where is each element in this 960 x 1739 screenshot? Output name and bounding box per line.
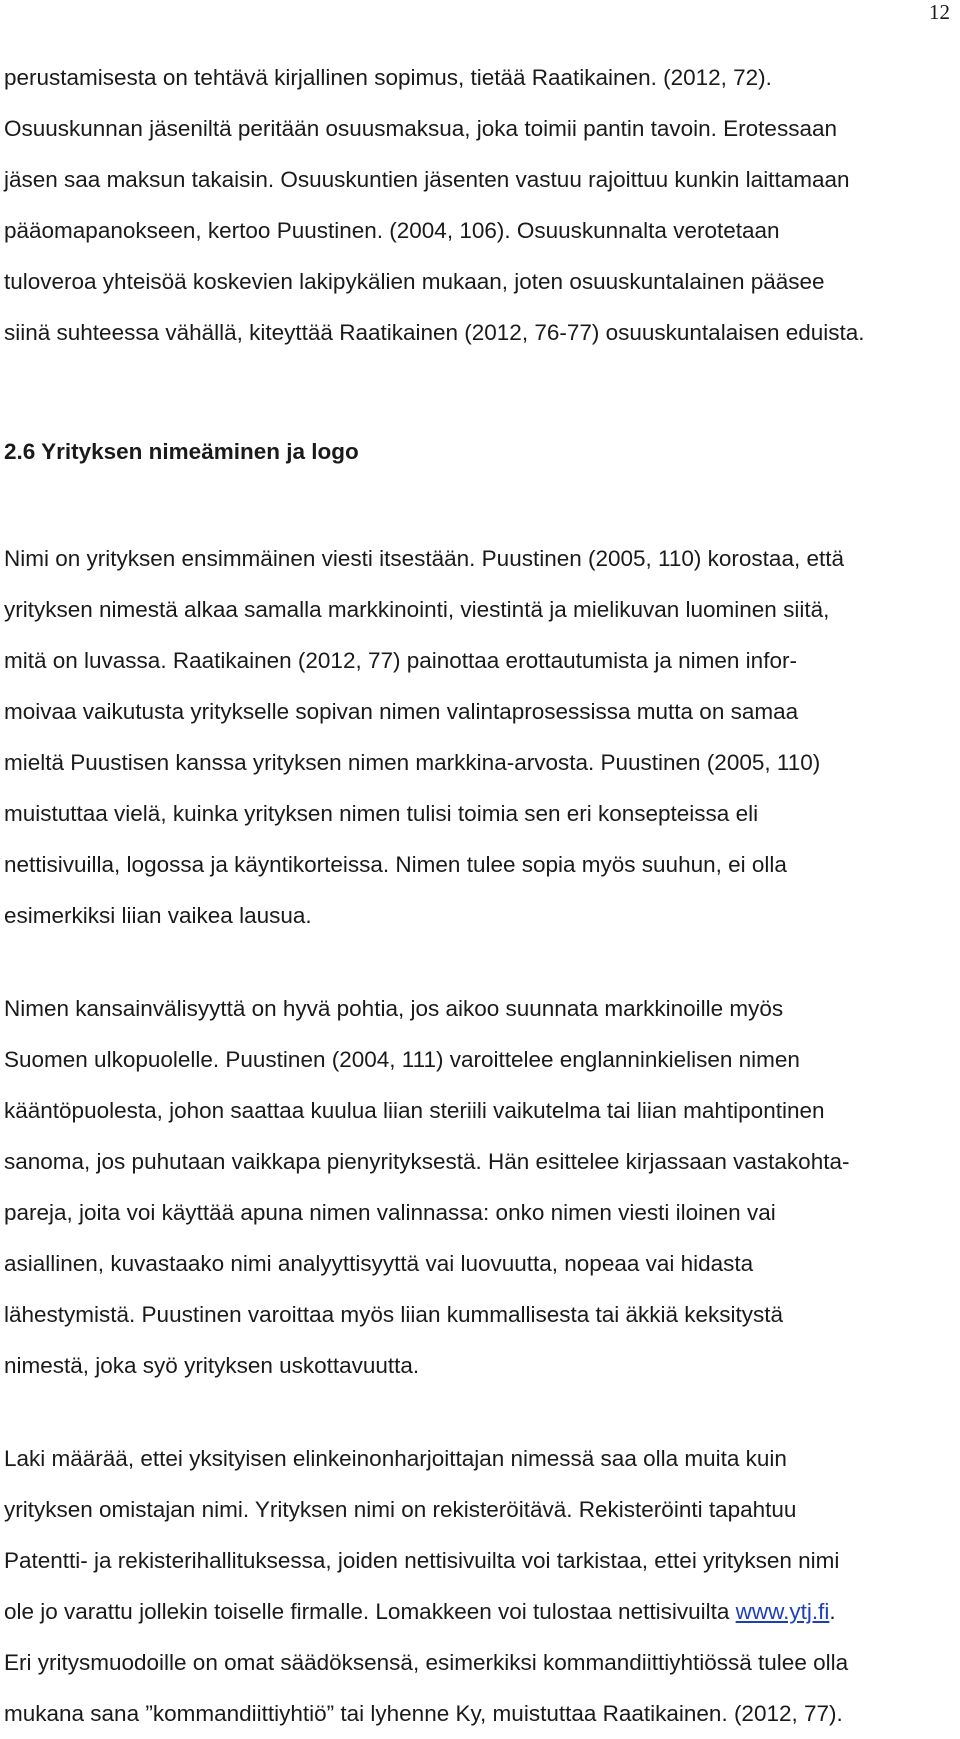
text-line: sanoma, jos puhutaan vaikkapa pienyrityksestä. Hän esittelee kirjassaan vastakohta- bbox=[4, 1149, 850, 1174]
text-line: lähestymistä. Puustinen varoittaa myös liian kummallisesta tai äkkiä keksitystä bbox=[4, 1302, 784, 1327]
text-line: moivaa vaikutusta yritykselle sopivan nimen valintaprosessissa mutta on samaa bbox=[4, 699, 799, 724]
text-line: pääomapanokseen, kertoo Puustinen. (2004, 106). Osuuskunnalta verotetaan bbox=[4, 218, 780, 243]
paragraph-osuuskunta bbox=[4, 52, 956, 358]
paragraph-nimi bbox=[4, 533, 956, 941]
text-line: yrityksen nimestä alkaa samalla markkinointi, viestintä ja mielikuvan luominen siitä, bbox=[4, 597, 830, 622]
ytj-link[interactable]: www.ytj.fi bbox=[735, 1599, 830, 1624]
text-line: nimestä, joka syö yrityksen uskottavuutta. bbox=[4, 1353, 420, 1378]
text-line: Nimen kansainvälisyyttä on hyvä pohtia, jos aikoo suunnata markkinoille myös bbox=[4, 996, 784, 1021]
text-line: pareja, joita voi käyttää apuna nimen valinnassa: onko nimen viesti iloinen vai bbox=[4, 1200, 776, 1225]
text-line: siinä suhteessa vähällä, kiteyttää Raatikainen (2012, 76-77) osuuskuntalaisen eduista. bbox=[4, 320, 865, 345]
section-heading: 2.6 Yrityksen nimeäminen ja logo bbox=[4, 439, 359, 464]
text-line: mukana sana ”kommandiittiyhtiö” tai lyhenne Ky, muistuttaa Raatikainen. (2012, 77). bbox=[4, 1701, 843, 1726]
text-line: tuloveroa yhteisöä koskevien lakipykälien mukaan, joten osuuskuntalainen pääsee bbox=[4, 269, 825, 294]
text-line: Osuuskunnan jäseniltä peritään osuusmaksua, joka toimii pantin tavoin. Erotessaan bbox=[4, 116, 837, 141]
text-line: jäsen saa maksun takaisin. Osuuskuntien jäsenten vastuu rajoittuu kunkin laittamaan bbox=[4, 167, 850, 192]
text-line: Patentti- ja rekisterihallituksessa, joiden nettisivuilta voi tarkistaa, ettei yrityksen nimi bbox=[4, 1548, 840, 1573]
text-line: yrityksen omistajan nimi. Yrityksen nimi on rekisteröitävä. Rekisteröinti tapahtuu bbox=[4, 1497, 797, 1522]
text-line: mitä on luvassa. Raatikainen (2012, 77) painottaa erottautumista ja nimen infor- bbox=[4, 648, 797, 673]
text-line: kääntöpuolesta, johon saattaa kuulua liian steriili vaikutelma tai liian mahtipontinen bbox=[4, 1098, 825, 1123]
paragraph-laki bbox=[4, 1433, 956, 1739]
text-line: Eri yritysmuodoille on omat säädöksensä, esimerkiksi kommandiittiyhtiössä tulee olla bbox=[4, 1650, 849, 1675]
text-line: Laki määrää, ettei yksityisen elinkeinonharjoittajan nimessä saa olla muita kuin bbox=[4, 1446, 787, 1471]
link-line-text: ole jo varattu jollekin toiselle firmalle. Lomakkeen voi tulostaa nettisivuilta bbox=[4, 1599, 736, 1624]
paragraph-kansainvalisyys bbox=[4, 983, 956, 1391]
text-line-with-link bbox=[4, 1586, 956, 1637]
page-number: 12 bbox=[929, 0, 950, 24]
text-line: asiallinen, kuvastaako nimi analyyttisyyttä vai luovuutta, nopeaa vai hidasta bbox=[4, 1251, 754, 1276]
text-line: muistuttaa vielä, kuinka yrityksen nimen tulisi toimia sen eri konsepteissa eli bbox=[4, 801, 759, 826]
text-line: Nimi on yrityksen ensimmäinen viesti itsestään. Puustinen (2005, 110) korostaa, että bbox=[4, 546, 844, 571]
text-line: Suomen ulkopuolelle. Puustinen (2004, 111) varoittelee englanninkielisen nimen bbox=[4, 1047, 800, 1072]
link-line-suffix: . bbox=[829, 1599, 836, 1624]
text-line: nettisivuilla, logossa ja käyntikorteissa. Nimen tulee sopia myös suuhun, ei olla bbox=[4, 852, 787, 877]
text-line: mieltä Puustisen kanssa yrityksen nimen markkina-arvosta. Puustinen (2005, 110) bbox=[4, 750, 821, 775]
text-line: perustamisesta on tehtävä kirjallinen sopimus, tietää Raatikainen. (2012, 72). bbox=[4, 65, 772, 90]
text-line: esimerkiksi liian vaikea lausua. bbox=[4, 903, 312, 928]
